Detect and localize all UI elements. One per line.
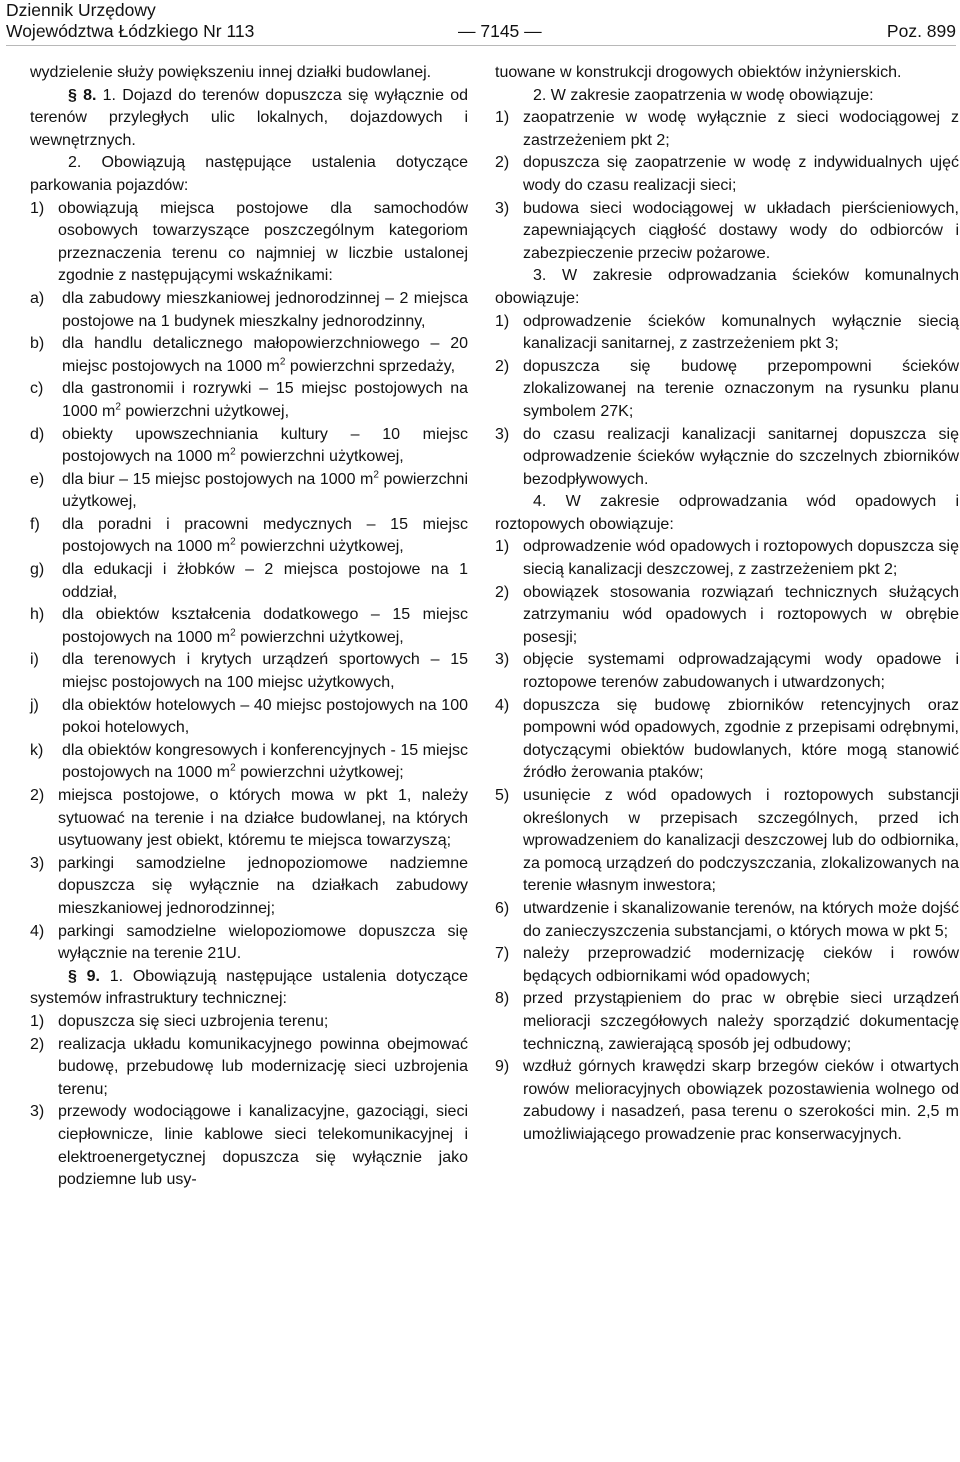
item-text: usunięcie z wód opadowych i roztopowych substancji określonych w przepisach szczególnych, przed ich wprowadzeniem do kanalizacji deszczowej lub do odbiornika, za pomocą urządzeń do podczyszczania, zlokalizowanych na terenie własnym inwestora; [523, 787, 959, 895]
sub-item [30, 740, 468, 785]
sub-item [30, 378, 468, 423]
paragraph-text: 1. Obowiązują następujące ustalenia dotyczące systemów infrastruktury technicznej: [30, 967, 469, 1008]
item-number: 4) [495, 696, 510, 714]
section-8-point-1 [30, 85, 468, 153]
item-number: 3) [30, 854, 45, 872]
item-text: dopuszcza się budowę przepompowni ścieków zlokalizowanej na terenie oznaczonym na rysunku planu symbolem 27K; [523, 357, 959, 420]
superscript: 2 [279, 356, 286, 368]
item-number: 3) [495, 425, 510, 443]
item-text: dla obiektów kongresowych i konferencyjnych - 15 miejsc postojowych na 1000 m [62, 741, 468, 782]
item-text: zaopatrzenie w wodę wyłącznie z sieci wodociągowej z zastrzeżeniem pkt 2; [523, 109, 959, 149]
page-number: — 7145 — [458, 21, 542, 41]
page-header [6, 0, 956, 44]
item-number: 6) [495, 899, 510, 917]
list-item [30, 785, 468, 853]
superscript: 2 [373, 469, 379, 481]
item-number: 2) [30, 1035, 45, 1053]
item-number: 9) [495, 1058, 510, 1076]
item-letter: c) [30, 380, 44, 398]
item-text: dopuszcza się budowę zbiorników retencyjnych oraz pompowni wód opadowych, zgodnie z przepisami odrębnymi, dotyczącymi obiektów budowlanych, które mogą stanowić źródło żerowania ptaków; [523, 696, 959, 782]
list-item [495, 943, 959, 988]
item-number: 1) [495, 109, 510, 127]
list-item [495, 898, 959, 943]
list-item [495, 1056, 959, 1146]
sub-item [30, 333, 468, 378]
list-item [495, 198, 959, 266]
item-letter: f) [30, 515, 40, 533]
list-item [495, 649, 959, 694]
item-text: powierzchni użytkowej, [235, 448, 404, 466]
list-item [30, 921, 468, 966]
item-letter: h) [30, 606, 45, 624]
item-text: obowiązek stosowania rozwiązań technicznych służących zatrzymaniu wód opadowych i roztopowych w obrębie posesji; [523, 583, 959, 646]
item-text: obowiązują miejsca postojowe dla samochodów osobowych towarzyszące poszczególnym kategoriom przeznaczenia terenu co najmniej w liczbie ustalonej zgodnie z następującymi wskaźnikami: [58, 199, 468, 285]
item-number: 3) [30, 1103, 45, 1121]
position-number: Poz. 899 [886, 21, 956, 41]
item-text: przewody wodociągowe i kanalizacyjne, gazociągi, sieci ciepłownicze, linie kablowe sieci telekomunikacyjnej i elektroenergetycznej dopuszcza się wyłącznie jako podziemne lub usy- [58, 1103, 468, 1189]
item-text: powierzchni użytkowej, [235, 628, 404, 646]
item-letter: g) [30, 561, 45, 579]
item-text: powierzchni użytkowej; [235, 764, 404, 782]
item-number: 3) [495, 651, 510, 669]
point-2-water: 2. W zakresie zaopatrzenia w wodę obowiązuje: [533, 86, 874, 104]
superscript: 2 [230, 446, 236, 458]
sub-item [30, 469, 468, 514]
list-item [495, 582, 959, 650]
superscript: 2 [230, 537, 236, 549]
item-text: obiekty upowszechniania kultury – 10 miejsc postojowych na 1000 m [62, 425, 468, 466]
item-text: powierzchni użytkowej, [235, 538, 404, 556]
item-letter: b) [30, 335, 45, 353]
point-4-rainwater: 4. W zakresie odprowadzania wód opadowych i roztopowych obowiązuje: [495, 493, 959, 533]
item-text: do czasu realizacji kanalizacji sanitarnej dopuszcza się odprowadzenie ścieków wyłącznie do szczelnych zbiorników bezodpływowych. [523, 425, 959, 488]
item-number: 2) [30, 787, 45, 804]
paragraph: wydzielenie służy powiększeniu innej działki budowlanej. [30, 64, 432, 81]
list-item [30, 1034, 468, 1102]
item-text: powierzchni użytkowej, [62, 470, 469, 511]
list-item [30, 1011, 468, 1034]
item-text: dopuszcza się sieci uzbrojenia terenu; [58, 1012, 329, 1030]
item-number: 5) [495, 787, 510, 804]
superscript: 2 [230, 627, 236, 639]
point-3-sewage: 3. W zakresie odprowadzania ścieków komunalnych obowiązuje: [495, 267, 959, 307]
section-number: § 8. [68, 86, 97, 104]
item-text: powierzchni sprzedaży, [285, 357, 456, 375]
sub-item [30, 649, 468, 694]
item-text: powierzchni użytkowej, [120, 402, 290, 420]
item-number: 1) [30, 1012, 45, 1030]
list-item [495, 311, 959, 356]
item-text: miejsca postojowe, o których mowa w pkt 1, należy sytuować na terenie i na działce budowlanej, na których usytuowany jest obiekt, któremu te miejsca towarzyszą; [58, 787, 468, 850]
item-letter: i) [30, 651, 39, 669]
item-number: 1) [495, 538, 510, 556]
paragraph-text: 1. Dojazd do terenów dopuszcza się wyłącznie od terenów przyległych ulic lokalnych, dojazdowych i wewnętrznych. [30, 86, 469, 149]
list-item [495, 152, 959, 197]
item-number: 2) [495, 357, 510, 375]
item-text: dla poradni i pracowni medycznych – 15 miejsc postojowych na 1000 m [62, 515, 468, 556]
item-letter: e) [30, 470, 45, 488]
superscript: 2 [115, 401, 121, 413]
item-text: należy przeprowadzić modernizację cieków i rowów będących odbiornikami wód opadowych; [523, 945, 959, 985]
item-text: dla handlu detalicznego małopowierzchniowego – 20 miejsc postojowych na 1000 m [62, 335, 468, 375]
item-text: dla obiektów hotelowych – 40 miejsc postojowych na 100 pokoi hotelowych, [62, 696, 468, 737]
item-number: 1) [495, 312, 510, 330]
journal-issue: Województwa Łódzkiego Nr 113 [6, 21, 255, 41]
item-text: parkingi samodzielne wielopoziomowe dopuszcza się wyłącznie na terenie 21U. [58, 922, 468, 963]
item-number: 2) [495, 154, 510, 172]
item-letter: a) [30, 289, 45, 307]
list-item [495, 695, 959, 785]
list-item [495, 424, 959, 492]
journal-title: Dziennik Urzędowy [6, 0, 156, 20]
item-text: dla terenowych i krytych urządzeń sportowych – 15 miejsc postojowych na 100 miejsc użytkowych, [62, 651, 468, 692]
list-item [30, 853, 468, 921]
list-item [495, 536, 959, 581]
paragraph: tuowane w konstrukcji drogowych obiektów inżynierskich. [495, 64, 902, 81]
item-number: 7) [495, 945, 510, 963]
item-text: utwardzenie i skanalizowanie terenów, na których może dojść do zanieczyszczenia substancjami, o których mowa w pkt 5; [523, 899, 959, 940]
list-item [495, 356, 959, 424]
item-text: przed przystąpieniem do prac w obrębie sieci urządzeń melioracji szczegółowych należy sporządzić dokumentację techniczną, zawierającą sposób jej odbudowy; [523, 990, 959, 1053]
list-item [495, 988, 959, 1056]
item-text: budowa sieci wodociągowej w układach pierścieniowych, zapewniających ciągłość dostawy wody do odbiorców i zabezpieczenie przeciw pożarowe. [523, 199, 959, 262]
sub-item [30, 695, 468, 740]
sub-item [30, 514, 468, 559]
list-item [30, 1101, 468, 1191]
section-8-point-2: 2. Obowiązują następujące ustalenia dotyczące parkowania pojazdów: [30, 154, 468, 194]
sub-item [30, 424, 468, 469]
item-letter: d) [30, 425, 45, 443]
item-text: objęcie systemami odprowadzającymi wody opadowe i roztopowe terenów zabudowanych i utwardzonych; [523, 651, 959, 692]
item-text: dla gastronomii i rozrywki – 15 miejsc postojowych na 1000 m [62, 380, 468, 420]
section-9-point-1 [30, 966, 468, 1011]
superscript: 2 [230, 763, 236, 775]
item-number: 4) [30, 922, 45, 940]
item-text: realizacja układu komunikacyjnego powinna obejmować budowę, przebudowę lub modernizację sieci uzbrojenia terenu; [58, 1035, 468, 1098]
item-text: dla zabudowy mieszkaniowej jednorodzinnej – 2 miejsca postojowe na 1 budynek mieszkalny jednorodzinny, [62, 289, 468, 330]
list-item [495, 785, 959, 898]
item-text: odprowadzenie ścieków komunalnych wyłącznie siecią kanalizacji sanitarnej, z zastrzeżeniem pkt 3; [523, 312, 959, 353]
item-number: 1) [30, 199, 45, 217]
list-item [495, 107, 959, 152]
list-item [30, 198, 468, 288]
sub-item [30, 559, 468, 604]
item-text: dla edukacji i żłobków – 2 miejsca postojowe na 1 oddział, [62, 561, 468, 601]
item-text: dla biur – 15 miejsc postojowych na 1000 m [62, 470, 374, 488]
item-letter: j) [30, 696, 39, 714]
right-column [495, 62, 959, 1147]
item-letter: k) [30, 741, 44, 759]
item-text: dla obiektów kształcenia dodatkowego – 15 miejsc postojowych na 1000 m [62, 606, 468, 646]
item-text: odprowadzenie wód opadowych i roztopowych dopuszcza się siecią kanalizacji deszczowej, z zastrzeżeniem pkt 2; [523, 538, 959, 579]
item-number: 3) [495, 199, 510, 217]
item-number: 8) [495, 990, 510, 1008]
left-column [30, 62, 468, 1192]
sub-item [30, 288, 468, 333]
header-rule [6, 45, 956, 46]
item-text: parkingi samodzielne jednopoziomowe nadziemne dopuszcza się wyłącznie na działkach zabudowy mieszkaniowej jednorodzinnej; [58, 854, 468, 917]
item-text: wzdłuż górnych krawędzi skarp brzegów cieków i otwartych rowów melioracyjnych obowiązek pozostawienia wolnego od zabudowy i nasadzeń, pasa terenu o szerokości min. 2,5 m umożliwiającego prowadzenie prac konserwacyjnych. [523, 1058, 959, 1143]
item-text: dopuszcza się zaopatrzenie w wodę z indywidualnych ujęć wody do czasu realizacji sieci; [523, 154, 959, 194]
sub-item [30, 604, 468, 649]
section-number: § 9. [68, 967, 100, 985]
item-number: 2) [495, 583, 510, 601]
